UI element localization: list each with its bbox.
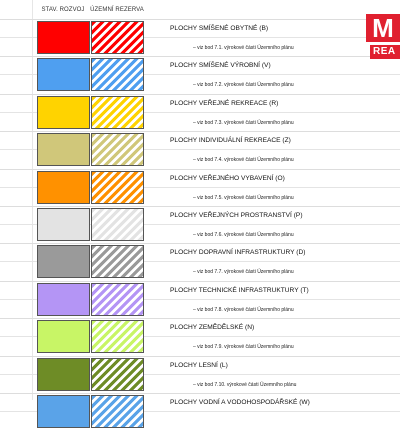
legend-reference: – viz bod 7.8. výrokové části Územního plánu xyxy=(193,306,294,313)
swatch-uzemni-rezerva xyxy=(91,320,144,353)
swatch-stav-rozvoj xyxy=(37,358,90,391)
legend-label: PLOCHY VODNÍ A VODOHOSPODÁŘSKÉ (W) xyxy=(170,399,310,406)
legend-reference: – viz bod 7.1. výrokové části Územního plánu xyxy=(193,45,294,51)
legend-label: PLOCHY VEŘEJNÉ REKREACE (R) xyxy=(170,99,279,107)
legend-reference: – viz bod 7.6. výrokové části Územního plánu xyxy=(193,232,294,238)
legend-row xyxy=(0,19,400,56)
row-divider xyxy=(0,281,400,282)
row-divider xyxy=(0,356,400,357)
row-divider xyxy=(0,56,400,57)
legend-row xyxy=(0,131,400,168)
swatch-uzemni-rezerva xyxy=(91,283,144,316)
legend-label: PLOCHY ZEMĚDĚLSKÉ (N) xyxy=(170,324,255,332)
row-divider xyxy=(0,94,400,95)
legend-row xyxy=(0,206,400,243)
swatch-stav-rozvoj xyxy=(37,171,90,204)
swatch-stav-rozvoj xyxy=(37,320,90,353)
legend-reference: – viz bod 7.3. výrokové části Územního plánu xyxy=(193,119,294,126)
column-header-uzemni-rezerva: ÚZEMNÍ REZERVA xyxy=(90,7,144,13)
legend-row xyxy=(0,56,400,93)
legend-label: PLOCHY DOPRAVNÍ INFRASTRUKTURY (D) xyxy=(170,249,306,257)
swatch-stav-rozvoj xyxy=(37,21,90,54)
legend-reference: – viz bod 7.7. výrokové části Územního plánu xyxy=(193,269,294,276)
legend-label: PLOCHY TECHNICKÉ INFRASTRUKTURY (T) xyxy=(170,286,309,294)
row-divider xyxy=(0,318,400,319)
legend-label: PLOCHY VEŘEJNÝCH PROSTRANSTVÍ (P) xyxy=(170,212,303,219)
row-divider xyxy=(0,243,400,244)
legend-label: PLOCHY SMÍŠENÉ OBYTNÉ (B) xyxy=(170,25,269,32)
legend-label: PLOCHY LESNÍ (L) xyxy=(170,361,228,369)
swatch-uzemni-rezerva xyxy=(91,58,144,91)
legend-reference: – viz bod 7.10. výrokové části Územního plánu xyxy=(193,381,297,388)
column-header-stav-rozvoj: STAV. ROZVOJ xyxy=(41,7,85,13)
swatch-uzemni-rezerva xyxy=(91,358,144,391)
swatch-stav-rozvoj xyxy=(37,96,90,129)
swatch-stav-rozvoj xyxy=(37,58,90,91)
legend-row xyxy=(0,281,400,318)
swatch-uzemni-rezerva xyxy=(91,171,144,204)
swatch-stav-rozvoj xyxy=(37,133,90,166)
swatch-stav-rozvoj xyxy=(37,283,90,316)
legend-row xyxy=(0,393,400,430)
row-divider xyxy=(0,131,400,132)
swatch-stav-rozvoj xyxy=(37,245,90,278)
row-divider xyxy=(0,169,400,170)
legend-label: PLOCHY SMÍŠENÉ VÝROBNÍ (V) xyxy=(170,62,271,70)
swatch-uzemni-rezerva xyxy=(91,208,144,241)
legend-reference: – viz bod 7.2. výrokové části Územního plánu xyxy=(193,82,294,89)
legend-row xyxy=(0,243,400,280)
legend-row xyxy=(0,318,400,355)
legend-row xyxy=(0,94,400,131)
row-divider xyxy=(0,19,400,20)
swatch-uzemni-rezerva xyxy=(91,245,144,278)
row-divider xyxy=(0,206,400,207)
legend-row xyxy=(0,169,400,206)
swatch-uzemni-rezerva xyxy=(91,133,144,166)
legend-label: PLOCHY INDIVIDUÁLNÍ REKREACE (Z) xyxy=(170,137,291,145)
swatch-stav-rozvoj xyxy=(37,208,90,241)
legend-label: PLOCHY VEŘEJNÉHO VYBAVENÍ (O) xyxy=(170,174,285,182)
logo-mark: M xyxy=(366,14,400,42)
legend-reference: – viz bod 7.5. výrokové části Územního plánu xyxy=(193,194,294,201)
swatch-uzemni-rezerva xyxy=(91,96,144,129)
company-logo xyxy=(366,14,400,64)
logo-tag: REA xyxy=(370,45,400,59)
legend-reference: – viz bod 7.4. výrokové části Územního plánu xyxy=(193,157,294,164)
legend-row xyxy=(0,356,400,393)
swatch-uzemni-rezerva xyxy=(91,21,144,54)
row-divider xyxy=(0,393,400,394)
legend-reference: – viz bod 7.9. výrokové části Územního plánu xyxy=(193,344,294,351)
